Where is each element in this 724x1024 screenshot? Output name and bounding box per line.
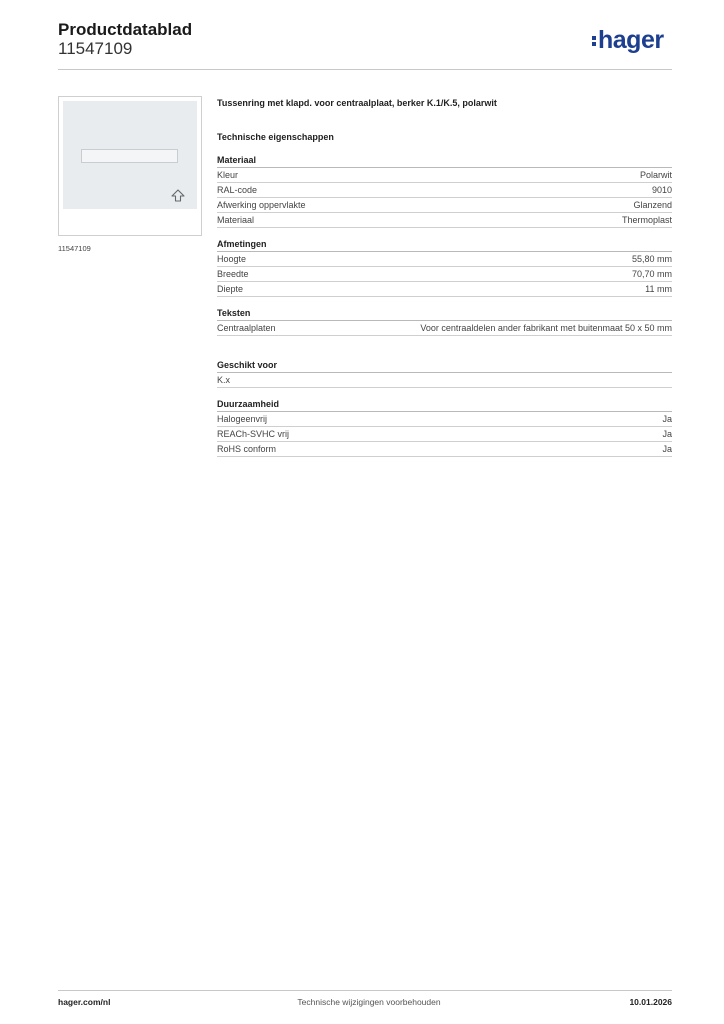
spec-value: Ja: [662, 429, 672, 439]
spec-value: 9010: [651, 185, 672, 195]
spec-label: Halogeenvrij: [217, 414, 268, 424]
logo-dots: [592, 34, 596, 48]
tech-properties-title: Technische eigenschappen: [217, 132, 334, 142]
spec-label: Centraalplaten: [217, 323, 276, 333]
section-title: Teksten: [217, 306, 672, 321]
spec-label: RoHS conform: [217, 444, 277, 454]
spec-row: [217, 168, 672, 183]
section-duurzaamheid: [217, 397, 672, 457]
spec-content: [217, 96, 672, 457]
logo-text: hager: [598, 26, 664, 54]
section-materiaal: [217, 153, 672, 228]
section-title: Geschikt voor: [217, 358, 672, 373]
spec-label: Materiaal: [217, 215, 255, 225]
spec-row: [217, 412, 672, 427]
page-title: Productdatablad: [58, 20, 193, 39]
spec-label: Hoogte: [217, 254, 247, 264]
product-image: [63, 101, 197, 209]
spec-value: 11 mm: [645, 284, 672, 294]
product-description: Tussenring met klapd. voor centraalplaat, berker K.1/K.5, polarwit: [217, 98, 497, 108]
section-teksten: [217, 306, 672, 336]
section-title: Materiaal: [217, 153, 672, 168]
section-title: Afmetingen: [217, 237, 672, 252]
spec-row: [217, 267, 672, 282]
spec-row: [217, 282, 672, 297]
spec-row: [217, 442, 672, 457]
product-image-frame: [58, 96, 202, 236]
spec-value: Voor centraaldelen ander fabrikant met buitenmaat 50 x 50 mm: [420, 323, 672, 333]
spec-value: Ja: [662, 414, 672, 424]
spec-label: RAL-code: [217, 185, 258, 195]
section-afmetingen: [217, 237, 672, 297]
spec-row: [217, 213, 672, 228]
spec-row: [217, 427, 672, 442]
spec-label: Afwerking oppervlakte: [217, 200, 306, 210]
spec-value: 55,80 mm: [631, 254, 672, 264]
footer-date: 10.01.2026: [629, 997, 672, 1007]
article-number: 11547109: [58, 39, 133, 58]
product-slot: [81, 149, 178, 163]
spec-value: Glanzend: [633, 200, 672, 210]
spec-label: REACh-SVHC vrij: [217, 429, 290, 439]
footer-disclaimer: Technische wijzigingen voorbehouden: [297, 997, 441, 1007]
spec-row: [217, 373, 672, 388]
spec-label: Kleur: [217, 170, 239, 180]
section-title: Duurzaamheid: [217, 397, 672, 412]
spec-value: 70,70 mm: [631, 269, 672, 279]
spec-row: [217, 321, 672, 336]
spec-label: Breedte: [217, 269, 249, 279]
spec-row: [217, 183, 672, 198]
spec-label: Diepte: [217, 284, 244, 294]
footer-website: hager.com/nl: [58, 997, 111, 1007]
spec-row: [217, 252, 672, 267]
spec-value: Polarwit: [639, 170, 672, 180]
spec-value: Thermoplast: [621, 215, 672, 225]
footer-divider: [58, 990, 672, 991]
hager-logo: [592, 26, 664, 55]
header-divider: [58, 69, 672, 70]
image-caption: 11547109: [58, 244, 91, 253]
arrow-up-outline-icon: [171, 189, 185, 203]
spec-row: [217, 198, 672, 213]
spec-value: Ja: [662, 444, 672, 454]
spec-label: K.x: [217, 375, 231, 385]
section-geschikt-voor: [217, 358, 672, 388]
